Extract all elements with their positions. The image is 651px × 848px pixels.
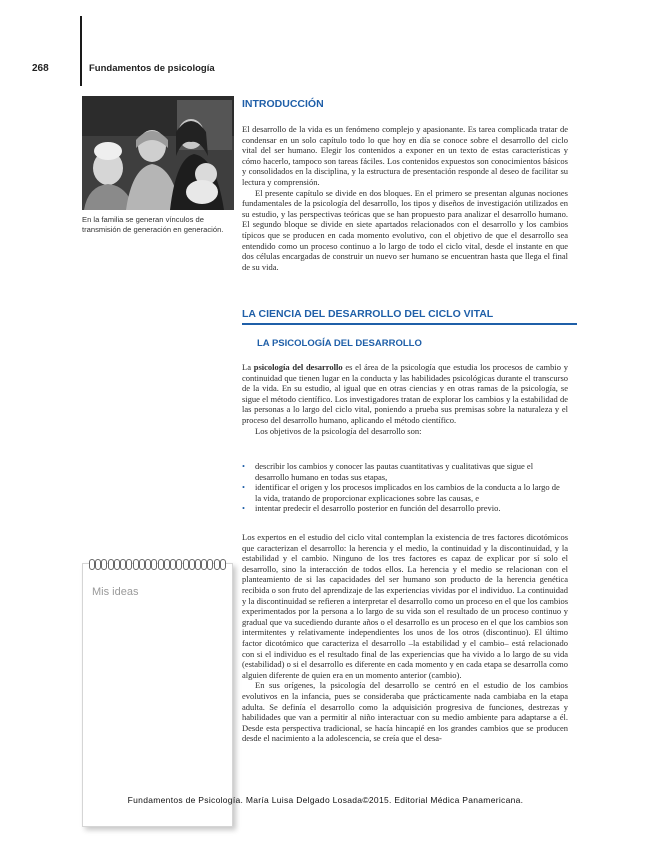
list-item: • describir los cambios y conocer las pautas cuantitativas y cualitativas que sigue el desarrollo humano en todas sus etapas, xyxy=(242,461,568,482)
definition-body xyxy=(242,362,568,436)
family-photo xyxy=(82,96,234,210)
objectives-intro: Los objetivos de la psicología del desarrollo son: xyxy=(255,425,422,436)
intro-paragraph-1: El desarrollo de la vida es un fenómeno complejo y apasionante. Es tarea complicada tratar de condensar en un solo capítulo todo lo que hoy en día se conoce sobre el desarrollo del ciclo vital del ser humano. Elegir los contenidos a exponer en un texto de estas características y cómo hacerlo, tampoco son tareas fáciles. Los contenidos expuestos son conocimientos básicos y consolidados en la disciplina, y la estructura de presentación responde al deseo de facilitar su lectura y comprensión. xyxy=(242,124,568,187)
page-number: 268 xyxy=(32,63,49,74)
intro-body xyxy=(242,124,568,272)
definition-paragraph xyxy=(242,362,568,426)
definition-post: es el área de la psicología que estudia los procesos de cambio y continuidad que tienen lugar en la conducta y las habilidades psicológicas durante el transcurso de la vida. En su estudio, al igual que en otras ciencias y en otras ramas de la psicología, se sigue el método científico. Los investigadores tratan de explorar los cambios y la estabilidad de las personas a lo largo del ciclo vital, poniendo a prueba sus premisas sobre la naturaleza y el proceso del desarrollo humano, aplicando el método científico. xyxy=(242,362,568,425)
definition-pre: La xyxy=(242,362,254,372)
header-divider xyxy=(80,16,82,86)
list-item: • identificar el origen y los procesos implicados en los cambios de la conducta a lo largo de la vida, tratando de proporcionar explicaciones sobre las causas, e xyxy=(242,482,568,503)
spiral-binding xyxy=(89,559,226,569)
experts-paragraph: Los expertos en el estudio del ciclo vital contemplan la existencia de tres factores dicotómicos que caracterizan el desarrollo: la herencia y el medio, la continuidad y la discontinuidad, y la estabilidad y el cambio. Ninguno de los tres factores es capaz de explicar por sí solo el desarrollo, sino la interacción de todos ellos. La herencia y el medio se relacionan con el planteamiento de si las capacidades del ser humano son producto de la herencia genética recibida o son fruto del aprendizaje de las experiencias vividas por el individuo. La continuidad y la discontinuidad se refieren a interpretar el desarrollo como un proceso en el que los cambios experimentados por la persona a lo largo de su vida son el resultado de un proceso continuo y gradual que va sucediendo durante años o el desarrollo es un proceso en el que los cambios son intermitentes y relativamente independientes los unos de los otros (discontinuo). El último factor dicotómico que caracteriza el desarrollo –la estabilidad y el cambio– está relacionado con si el individuo es el resultado final de las experiencias que ha vivido a lo largo de su vida (estabilidad) o si el desarrollo es diferente en cada momento y en cada etapa se desarrolla como alguien diferente de quien era en un momento anterior (cambio). xyxy=(242,532,568,680)
copyright-footer: Fundamentos de Psicología. María Luisa Delgado Losada©2015. Editorial Médica Panamericana. xyxy=(127,795,524,805)
mis-ideas-notebook[interactable] xyxy=(82,563,233,827)
section-rule xyxy=(242,323,577,325)
photo-caption: En la familia se generan vínculos de transmisión de generación en generación. xyxy=(82,215,224,234)
family-photo-illustration xyxy=(82,96,234,210)
section-heading: LA CIENCIA DEL DESARROLLO DEL CICLO VITAL xyxy=(242,308,494,320)
origins-paragraph: En sus orígenes, la psicología del desarrollo se centró en el estudio de los cambios evolutivos en la infancia, pues se consideraba que prácticamente nada cambiaba en la etapa adulta. Se definía el desarrollo como la adquisición progresiva de funciones, destrezas y habilidades que van a permitir al niño interactuar con su medio ambiente para adaptarse a él. Desde esta perspectiva tradicional, se hacía hincapié en los grandes cambios que se producen desde el nacimiento a la adolescencia, se creía que el desa- xyxy=(242,680,568,744)
notebook-title: Mis ideas xyxy=(92,586,139,598)
subsection-heading: LA PSICOLOGÍA DEL DESARROLLO xyxy=(257,338,422,349)
definition-term: psicología del desarrollo xyxy=(253,362,343,372)
intro-paragraph-2: El presente capítulo se divide en dos bloques. En el primero se presentan algunas nociones fundamentales de la psicología del desarrollo, los tipos y diseños de investigación utilizados en su estudio, y las perspectivas teóricas que se han propuesto para analizar el desarrollo humano. El segundo bloque se divide en siete apartados relacionados con el desarrollo y los cambios típicos que se producen en cada momento evolutivo, con el objetivo de que el desarrollo sea entendido como un proceso continuo a lo largo de todo el ciclo vital, desde el instante en que dos células encargadas de construir un nuevo ser humano se encuentran hasta que llega el final de su vida. xyxy=(242,187,568,272)
running-title: Fundamentos de psicología xyxy=(89,63,215,74)
list-item: • intentar predecir el desarrollo posterior en función del desarrollo previo. xyxy=(242,503,568,514)
objectives-list xyxy=(242,461,568,514)
intro-heading: INTRODUCCIÓN xyxy=(242,98,324,110)
experts-body xyxy=(242,532,568,744)
